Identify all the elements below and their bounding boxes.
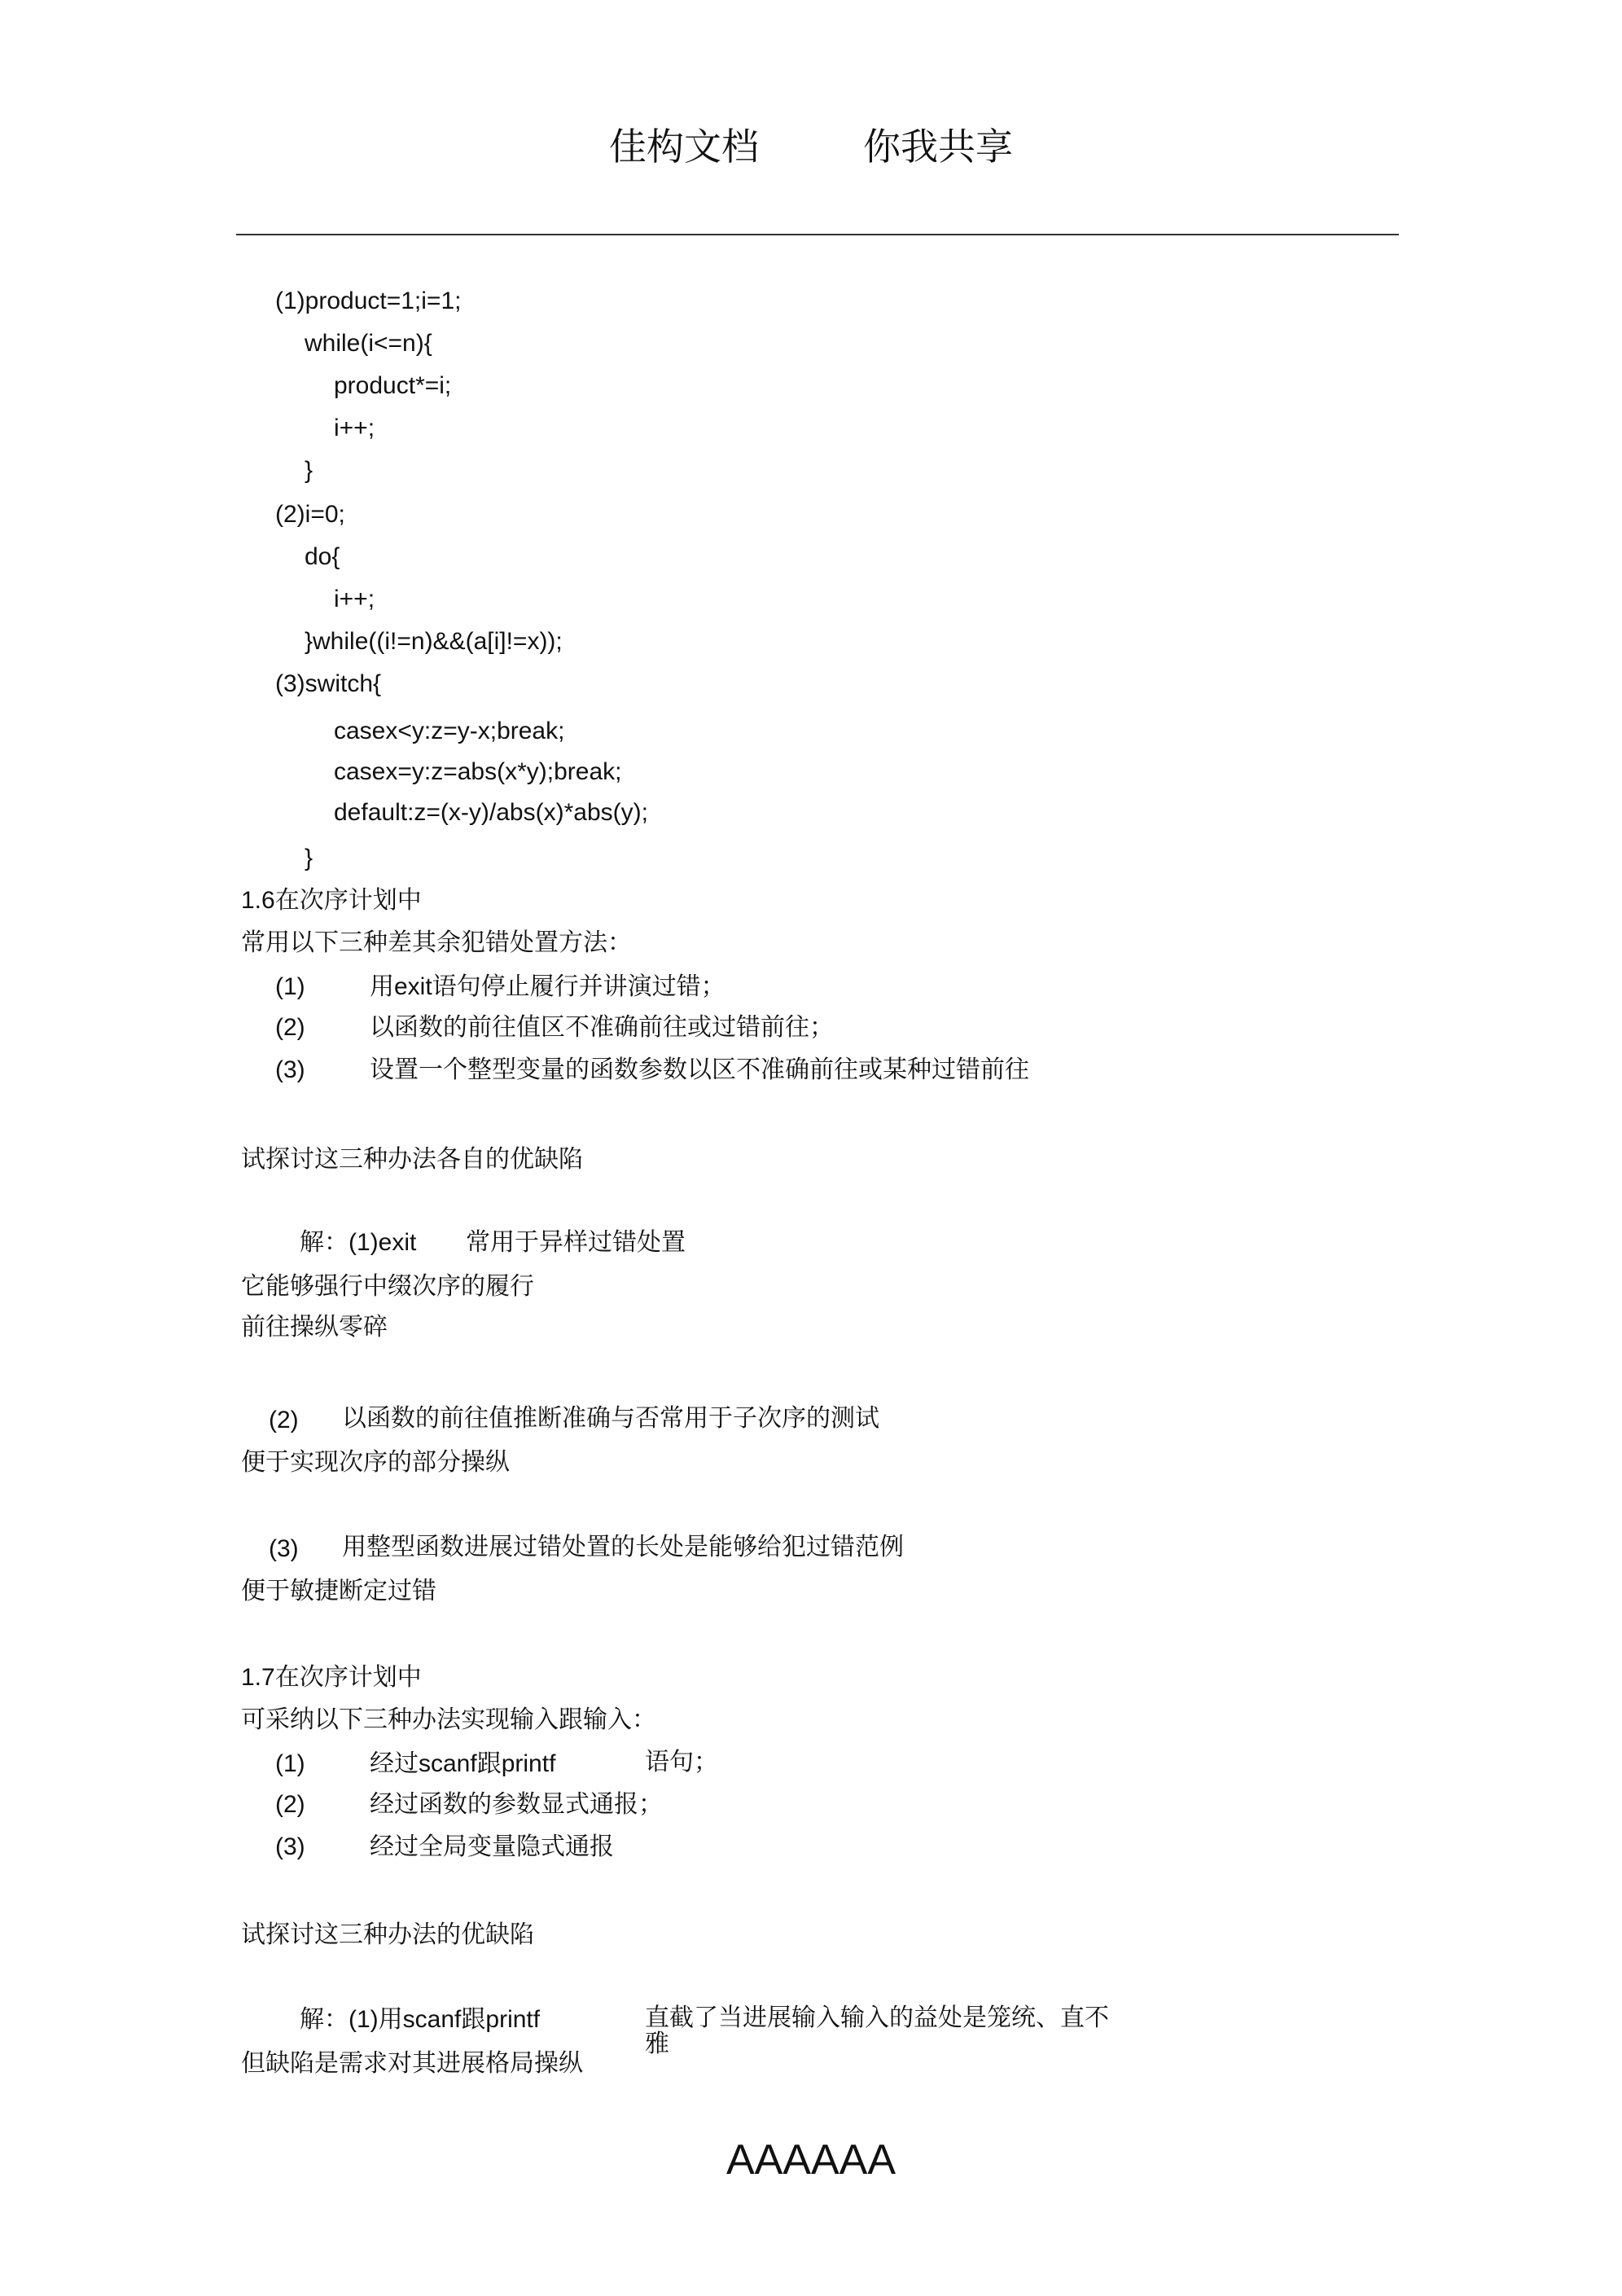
answer-text: 直截了当进展输入输入的益处是笼统、直不	[645, 2004, 1109, 2032]
answer-text: 用整型函数进展过错处置的长处是能够给犯过错范例	[342, 1533, 904, 1561]
answer-text: 但缺陷是需求对其进展格局操纵	[241, 2049, 583, 2078]
list-item-number: (3)	[275, 1056, 305, 1083]
answer-line: 解：(1)用scanf跟printf	[300, 2005, 541, 2034]
code-line: (2)i=0;	[275, 501, 345, 528]
code-line: (3)switch{	[275, 670, 382, 697]
answer-text: 它能够强行中缀次序的履行	[241, 1272, 534, 1301]
list-item-text: 设置一个整型变量的函数参数以区不准确前往或某种过错前往	[370, 1056, 1029, 1084]
list-item-number: (1)	[275, 1750, 305, 1777]
answer-line: 解：(1)exit	[300, 1228, 417, 1257]
list-item-number: (1)	[275, 973, 305, 1000]
list-item-text: 以函数的前往值区不准确前往或过错前往；	[370, 1013, 834, 1042]
list-item-text: 经过函数的参数显式通报；	[370, 1790, 663, 1819]
section-intro: 常用以下三种差其余犯错处置方法：	[241, 928, 632, 957]
section-intro: 可采纳以下三种办法实现输入跟输入：	[241, 1706, 656, 1734]
code-line: while(i<=n){	[305, 330, 432, 357]
code-line: i++;	[334, 415, 375, 441]
section-title: 1.6在次序计划中	[241, 886, 422, 915]
answer-number: (2)	[269, 1407, 299, 1433]
code-line: }	[305, 457, 313, 484]
code-line: casex=y:z=abs(x*y);break;	[334, 758, 622, 785]
question-text: 试探讨这三种办法的优缺陷	[241, 1921, 534, 1949]
header-right-title: 你我共享	[863, 125, 1013, 169]
answer-text: 雅	[645, 2030, 669, 2058]
list-item-text: 经过全局变量隐式通报	[370, 1833, 614, 1861]
code-line: }	[305, 845, 313, 871]
code-line: casex<y:z=y-x;break;	[334, 718, 565, 744]
code-line: default:z=(x-y)/abs(x)*abs(y);	[334, 799, 648, 826]
answer-number: (3)	[269, 1535, 299, 1562]
code-line: do{	[305, 543, 340, 570]
list-item-number: (3)	[275, 1833, 305, 1860]
question-text: 试探讨这三种办法各自的优缺陷	[241, 1145, 583, 1174]
answer-text: 常用于异样过错处置	[466, 1228, 686, 1257]
answer-text: 便于实现次序的部分操纵	[241, 1448, 510, 1477]
code-line: product*=i;	[334, 372, 452, 399]
code-line: i++;	[334, 586, 375, 612]
section-title: 1.7在次序计划中	[241, 1663, 422, 1692]
header-divider	[236, 234, 1399, 235]
code-line: (1)product=1;i=1;	[275, 288, 462, 314]
header-left-title: 佳构文档	[609, 125, 759, 169]
list-item-text: 语句；	[645, 1748, 718, 1776]
code-line: }while((i!=n)&&(a[i]!=x));	[305, 628, 563, 655]
answer-text: 便于敏捷断定过错	[241, 1577, 436, 1605]
list-item-number: (2)	[275, 1014, 305, 1041]
list-item-number: (2)	[275, 1791, 305, 1818]
answer-text: 前往操纵零碎	[241, 1313, 388, 1341]
list-item-text: 经过scanf跟printf	[370, 1749, 556, 1778]
list-item-text: 用exit语句停止履行并讲演过错；	[370, 972, 726, 1001]
page-footer: AAAAAA	[726, 2136, 896, 2184]
answer-text: 以函数的前往值推断准确与否常用于子次序的测试	[342, 1404, 879, 1433]
